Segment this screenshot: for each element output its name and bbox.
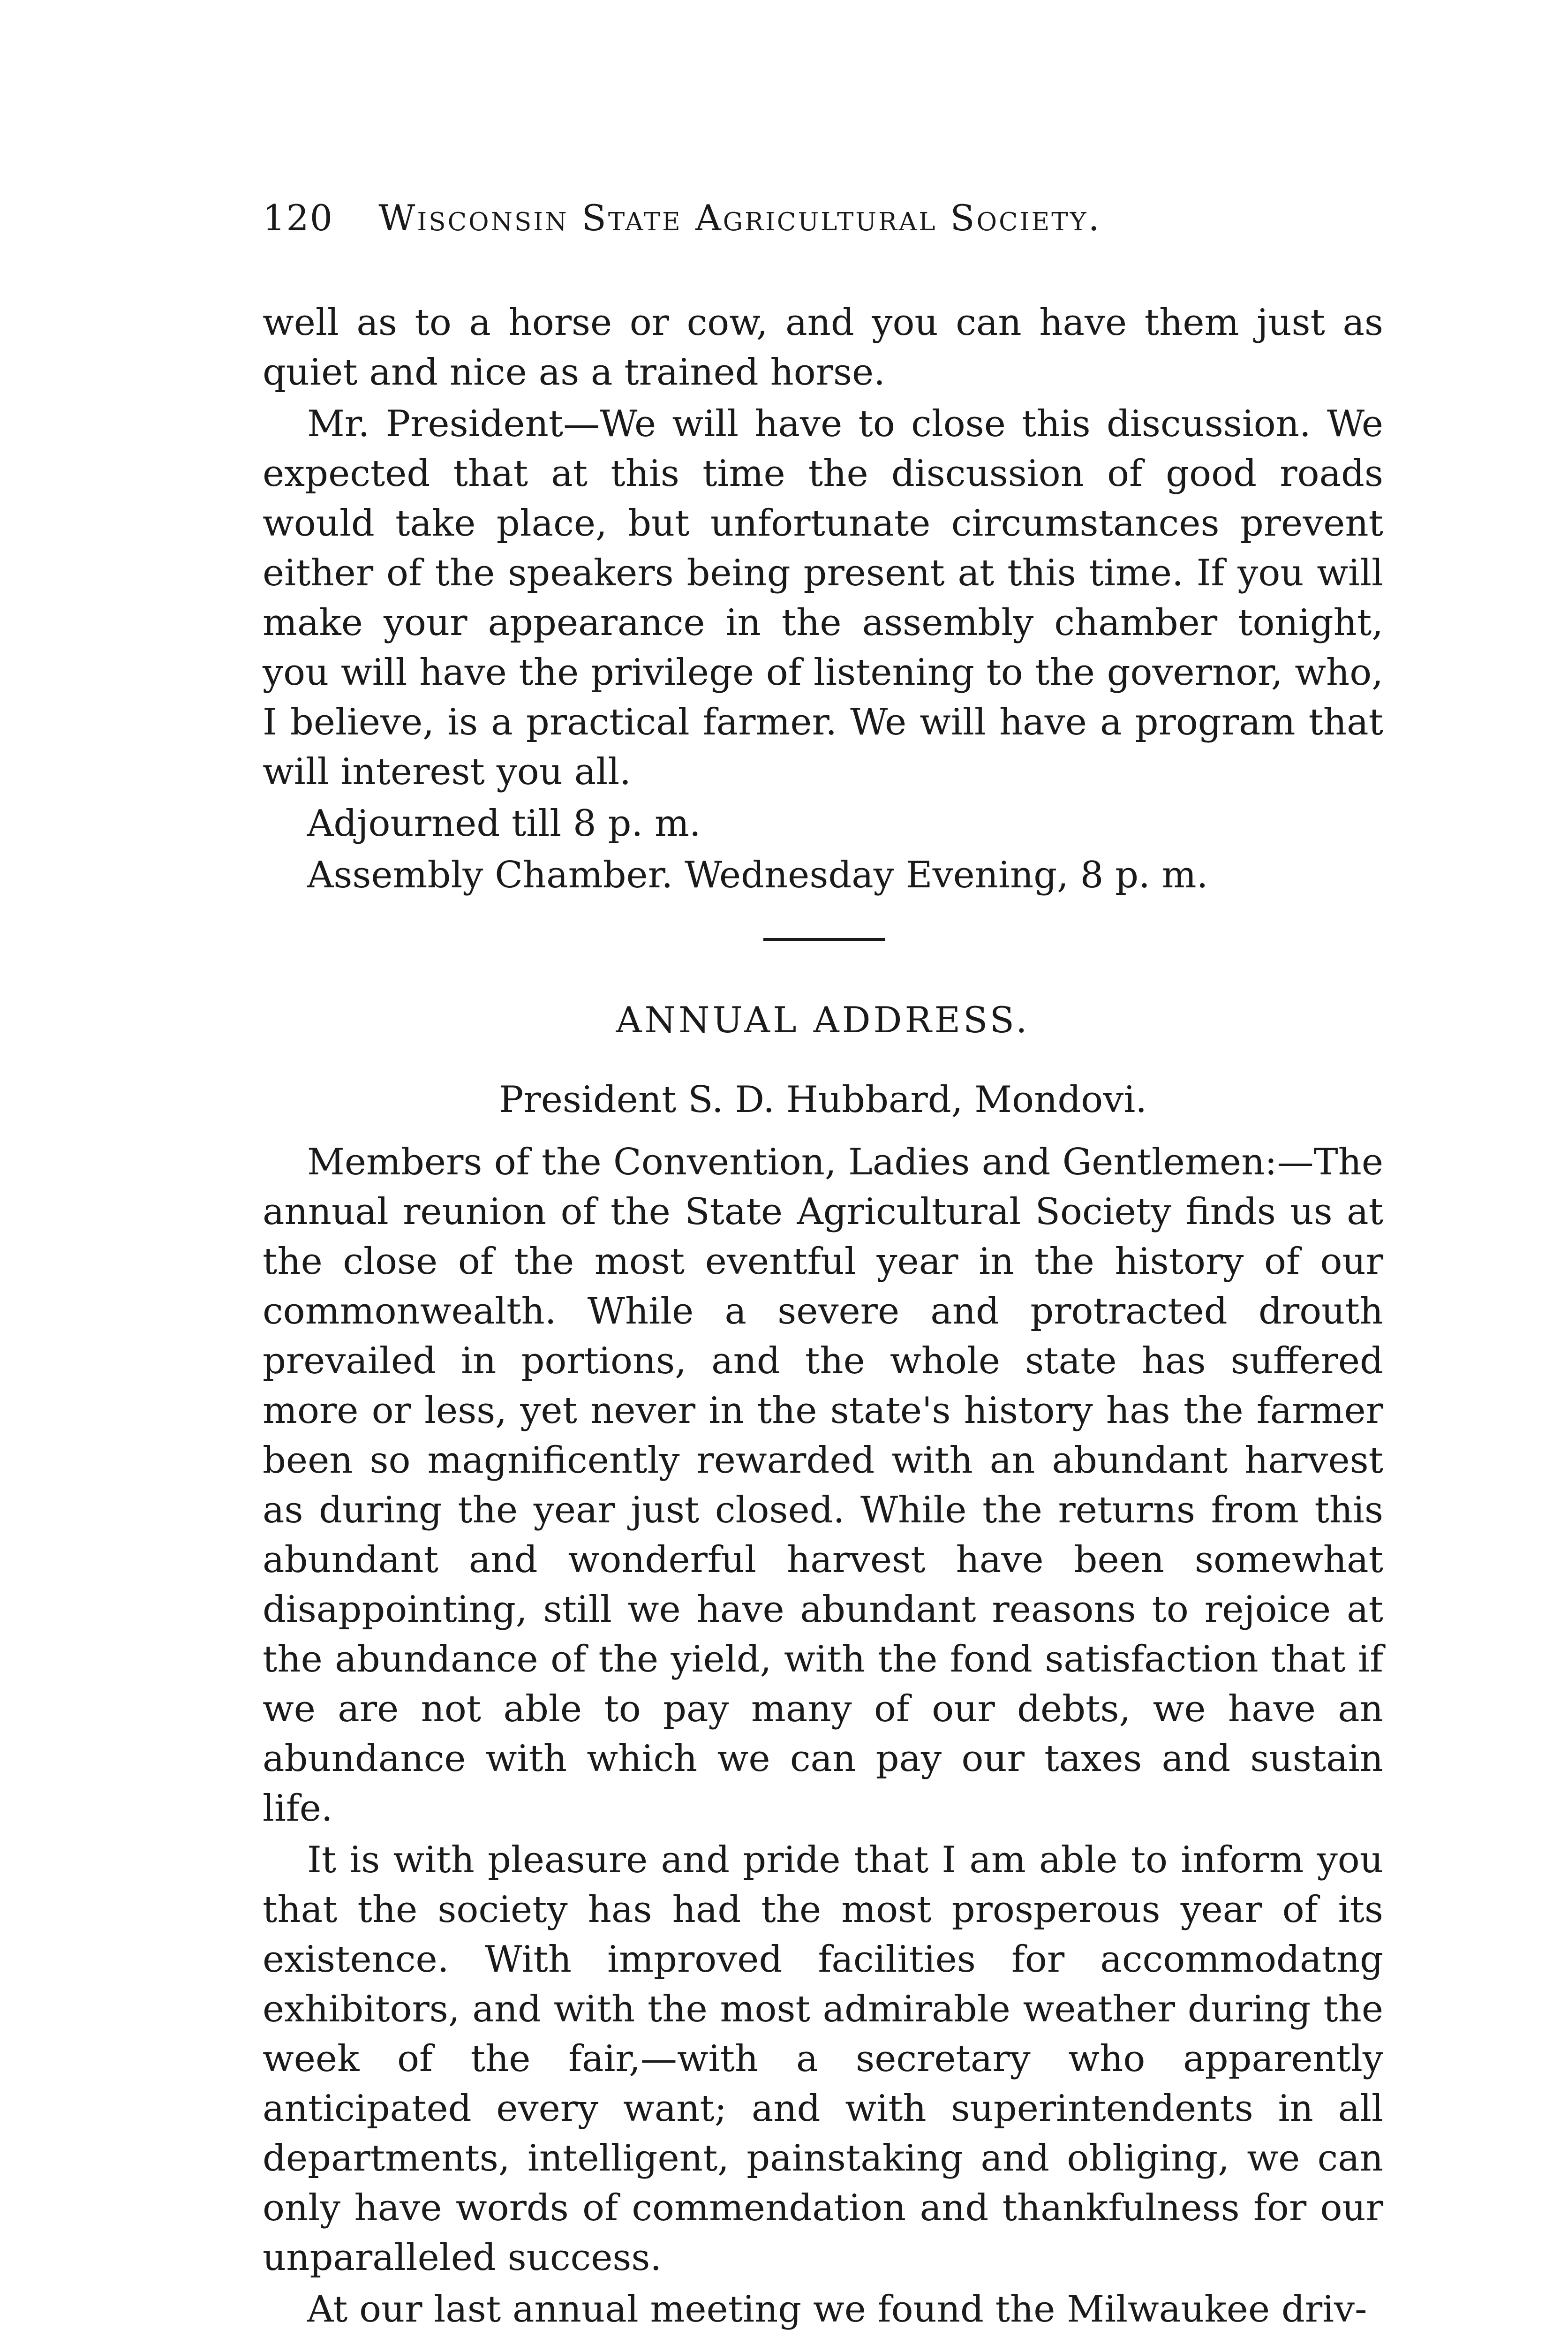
paragraph: It is with pleasure and pride that I am able to inform you that the society has had the most prosperous year of its existence. With improved facilities for accommodatng exhibitors, and with the most admirable weather during the week of the fair,—with a secretary who apparently anticipated every want; and with superintendents in all departments, intelligent, painstaking and obliging, we can only have words of commendation and thankfulness for our unparalleled success. [263, 1839, 1383, 2279]
paragraph: Mr. President—We will have to close this discussion. We expected that at this time the discussion of good roads would take place, but unfortunate circumstances prevent either of the speakers being present at this time. If you will make your appearance in the assembly chamber tonight, you will have the privilege of listening to the governor, who, I believe, is a practical farmer. We will have a program that will interest you all. [263, 403, 1383, 793]
running-title: Wisconsin State Agricultural Society. [378, 197, 1101, 239]
paragraph: Members of the Convention, Ladies and Gentlemen:—The annual reunion of the State Agricultural Society finds us at the close of the most eventful year in the history of our commonwealth. While a severe and protracted drouth prevailed in portions, and the whole state has suffered more or less, yet never in the state's history has the farmer been so magnificently rewarded with an abundant harvest as during the year just closed. While the returns from this abundant and wonderful harvest have been somewhat disappointing, still we have abundant reasons to rejoice at the abundance of the yield, with the fond satisfaction that if we are not able to pay many of our debts, we have an abundance with which we can pay our taxes and sustain life. [263, 1141, 1383, 1830]
section-title: ANNUAL ADDRESS. [616, 999, 1030, 1041]
adjournment-note: Adjourned till 8 p. m. [307, 802, 701, 845]
session-heading: Assembly Chamber. Wednesday Evening, 8 p. m. [307, 854, 1208, 896]
byline: President S. D. Hubbard, Mondovi. [498, 1079, 1147, 1121]
paragraph: At our last annual meeting we found the Milwaukee driv- [307, 2288, 1367, 2330]
section-divider [763, 938, 885, 941]
paragraph: well as to a horse or cow, and you can have them just as quiet and nice as a trained horse. [263, 302, 1383, 393]
page-header [263, 197, 1388, 239]
discussion-text [263, 298, 1383, 902]
address-text [263, 1137, 1383, 2336]
page-number: 120 [263, 197, 334, 239]
